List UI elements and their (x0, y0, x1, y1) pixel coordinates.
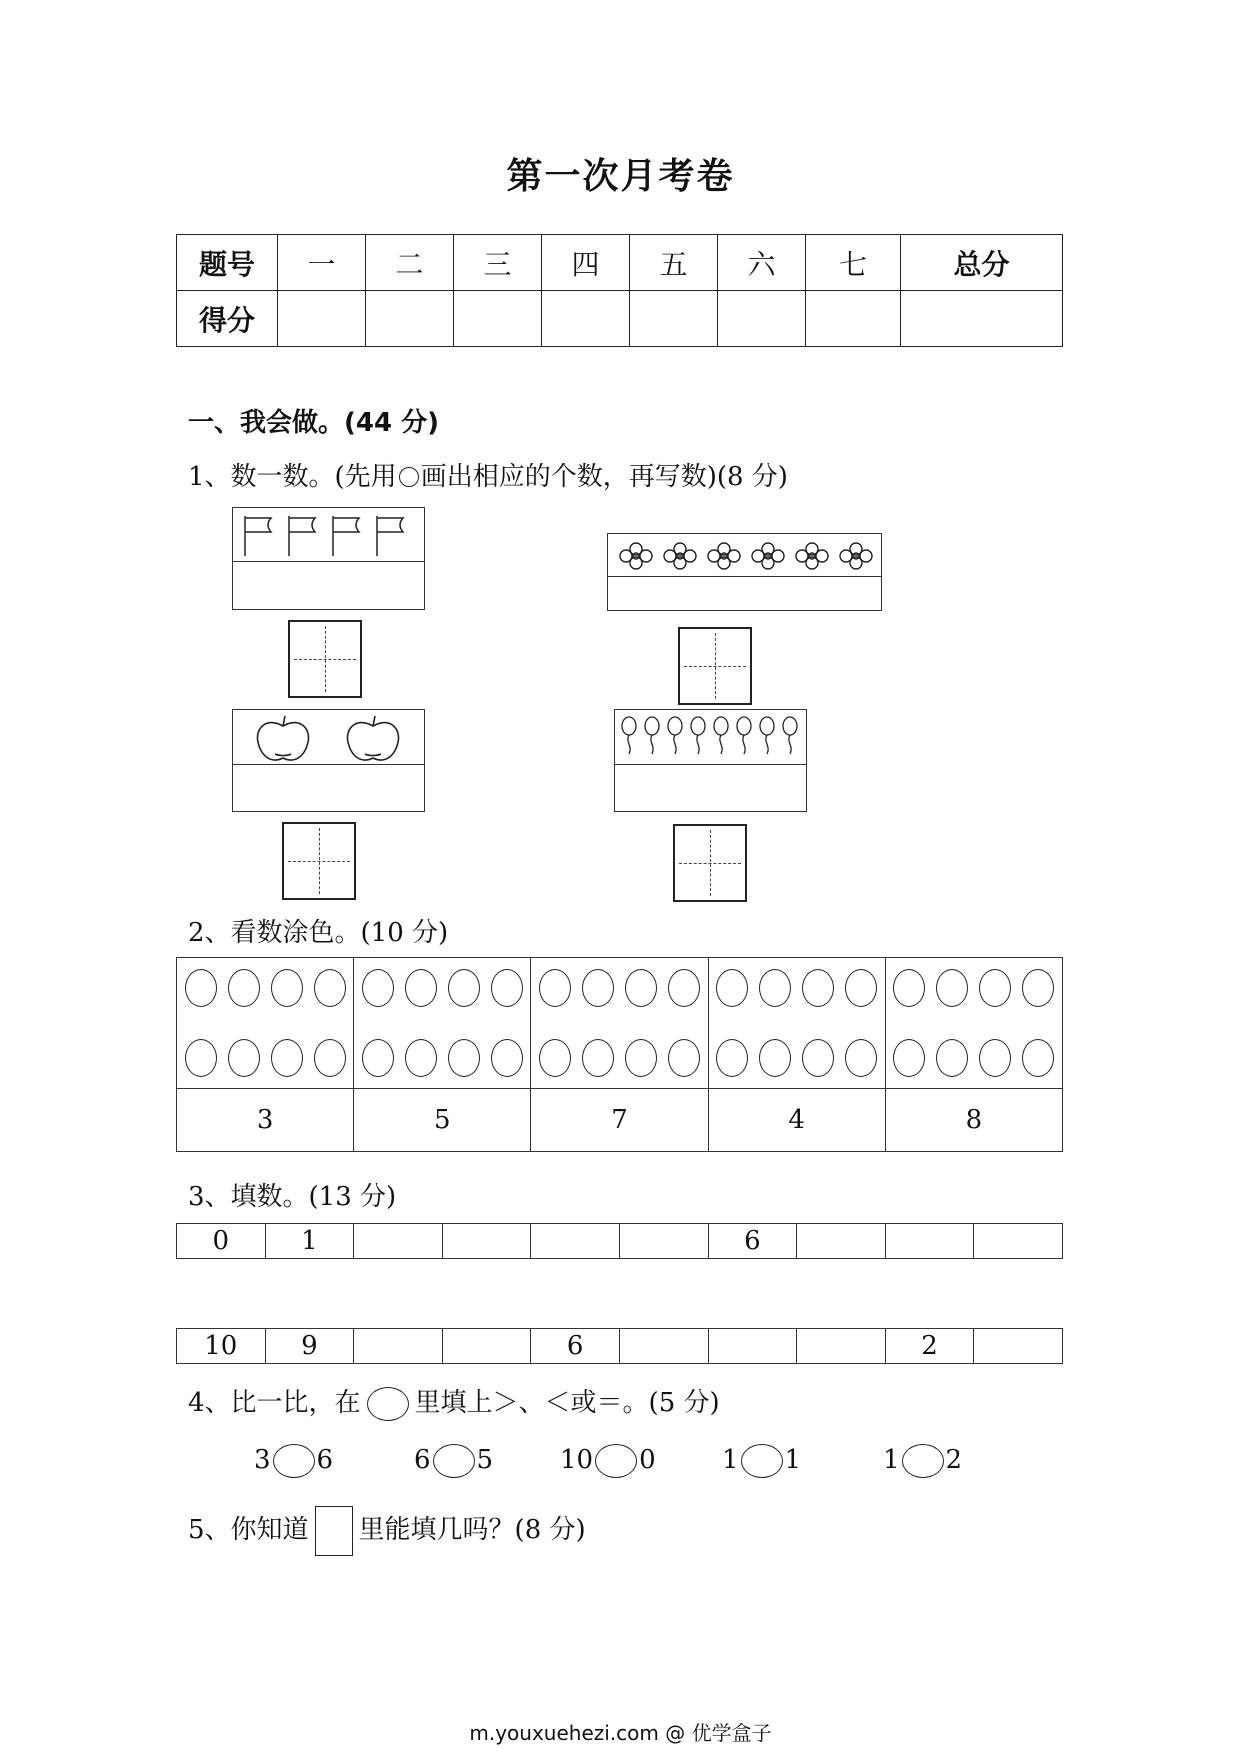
circle-shape[interactable] (405, 1039, 437, 1077)
score-cell[interactable] (278, 291, 366, 347)
section-heading: 一、我会做。(44 分) (188, 408, 439, 438)
circle-shape[interactable] (362, 1039, 394, 1077)
compare-right: 6 (316, 1445, 334, 1475)
flower-icons (614, 542, 876, 572)
circle-shape[interactable] (845, 969, 877, 1007)
page-title: 第一次月考卷 (506, 156, 735, 197)
question-1-title (188, 456, 788, 493)
balloon-icons (619, 716, 803, 762)
compare-item (722, 1444, 801, 1478)
compare-item (254, 1444, 333, 1478)
target-number: 4 (708, 1089, 885, 1152)
compare-right: 5 (476, 1445, 494, 1475)
sequence-cell[interactable] (797, 1329, 886, 1364)
compare-right: 2 (945, 1445, 963, 1475)
question-text: 画出相应的个数，再写数)(8 分) (420, 462, 788, 492)
circle-shape[interactable] (271, 969, 303, 1007)
sequence-cell[interactable] (619, 1224, 708, 1259)
circle-shape[interactable] (936, 969, 968, 1007)
question-text: 4、比一比，在 (188, 1388, 361, 1418)
circle-shape[interactable] (271, 1039, 303, 1077)
color-table (176, 957, 1063, 1152)
circle-shape[interactable] (1022, 1039, 1054, 1077)
circle-shape[interactable] (448, 1039, 480, 1077)
table-cell: 三 (454, 235, 542, 291)
circle-group (708, 958, 885, 1089)
circle-shape[interactable] (228, 1039, 260, 1077)
circle-shape[interactable] (625, 969, 657, 1007)
table-cell: 四 (542, 235, 630, 291)
score-table-header-row (177, 235, 1063, 291)
target-number: 3 (177, 1089, 354, 1152)
question-text: 里能填几吗？(8 分) (358, 1515, 586, 1545)
sequence-cell[interactable] (354, 1224, 443, 1259)
question-text: 里填上＞、＜或＝。(5 分) (414, 1388, 720, 1418)
target-number: 5 (354, 1089, 531, 1152)
table-cell: 得分 (177, 291, 278, 347)
sequence-cell[interactable] (885, 1224, 974, 1259)
sequence-cell[interactable] (531, 1224, 620, 1259)
sequence-cell[interactable] (974, 1224, 1063, 1259)
circle-shape[interactable] (802, 969, 834, 1007)
score-cell[interactable] (718, 291, 806, 347)
circle-shape[interactable] (362, 969, 394, 1007)
circle-shape[interactable] (448, 969, 480, 1007)
sequence-cell[interactable] (797, 1224, 886, 1259)
circle-group (531, 958, 708, 1089)
circle-shape[interactable] (539, 969, 571, 1007)
number-sequence-2 (176, 1328, 1063, 1364)
oval-icon (367, 1387, 409, 1421)
compare-answer-oval[interactable] (595, 1444, 637, 1478)
sequence-cell[interactable] (442, 1224, 531, 1259)
circle-shape[interactable] (759, 969, 791, 1007)
sequence-cell[interactable]: 2 (885, 1329, 974, 1364)
circle-shape[interactable] (314, 969, 346, 1007)
circle-shape[interactable] (582, 969, 614, 1007)
number-sequence-1 (176, 1223, 1063, 1259)
sequence-cell[interactable]: 9 (265, 1329, 354, 1364)
sequence-cell[interactable]: 6 (531, 1329, 620, 1364)
score-table-score-row (177, 291, 1063, 347)
circle-shape[interactable] (979, 1039, 1011, 1077)
answer-box[interactable] (673, 824, 747, 902)
circle-shape[interactable] (716, 1039, 748, 1077)
score-cell[interactable] (454, 291, 542, 347)
question-text: 1、数一数。(先用 (188, 462, 397, 492)
circle-shape[interactable] (405, 969, 437, 1007)
circle-shape[interactable] (625, 1039, 657, 1077)
compare-answer-oval[interactable] (273, 1444, 315, 1478)
sequence-cell[interactable] (354, 1329, 443, 1364)
score-cell[interactable] (806, 291, 901, 347)
count-box-flags (232, 507, 425, 610)
compare-answer-oval[interactable] (741, 1444, 783, 1478)
sequence-cell[interactable]: 1 (265, 1224, 354, 1259)
sequence-cell[interactable] (974, 1329, 1063, 1364)
circle-shape[interactable] (491, 969, 523, 1007)
table-cell: 七 (806, 235, 901, 291)
square-icon (315, 1506, 353, 1556)
compare-item (883, 1444, 962, 1478)
circle-shape[interactable] (1022, 969, 1054, 1007)
answer-box[interactable] (288, 620, 362, 698)
sequence-cell[interactable] (619, 1329, 708, 1364)
compare-item (560, 1444, 656, 1478)
circle-group (885, 958, 1062, 1089)
compare-right: 0 (639, 1445, 656, 1475)
question-4-title (188, 1382, 720, 1421)
compare-left: 1 (883, 1445, 900, 1475)
circle-shape[interactable] (668, 1039, 700, 1077)
circle-shape[interactable] (802, 1039, 834, 1077)
circle-shape[interactable] (539, 1039, 571, 1077)
table-cell: 六 (718, 235, 806, 291)
sequence-cell[interactable] (442, 1329, 531, 1364)
table-cell: 总分 (901, 235, 1063, 291)
circle-shape[interactable] (845, 1039, 877, 1077)
score-cell[interactable] (630, 291, 718, 347)
circle-icon (399, 467, 419, 487)
compare-answer-oval[interactable] (433, 1444, 475, 1478)
table-cell: 五 (630, 235, 718, 291)
target-number: 8 (885, 1089, 1062, 1152)
circle-shape[interactable] (185, 1039, 217, 1077)
score-cell[interactable] (542, 291, 630, 347)
sequence-cell[interactable]: 0 (177, 1224, 266, 1259)
score-cell[interactable] (901, 291, 1063, 347)
table-cell: 一 (278, 235, 366, 291)
sequence-cell[interactable]: 10 (177, 1329, 266, 1364)
target-number: 7 (531, 1089, 708, 1152)
table-cell: 题号 (177, 235, 278, 291)
circle-shape[interactable] (228, 969, 260, 1007)
score-cell[interactable] (366, 291, 454, 347)
compare-item (414, 1444, 493, 1478)
circle-shape[interactable] (759, 1039, 791, 1077)
answer-box[interactable] (282, 822, 356, 900)
flag-icons (241, 514, 416, 559)
circle-shape[interactable] (491, 1039, 523, 1077)
compare-left: 1 (722, 1445, 739, 1475)
circle-shape[interactable] (668, 969, 700, 1007)
question-text: 5、你知道 (188, 1515, 309, 1545)
circle-shape[interactable] (936, 1039, 968, 1077)
table-cell: 二 (366, 235, 454, 291)
circle-shape[interactable] (314, 1039, 346, 1077)
question-2-title: 2、看数涂色。(10 分) (188, 918, 449, 948)
score-table (176, 234, 1063, 347)
sequence-cell[interactable]: 6 (708, 1224, 797, 1259)
answer-box[interactable] (678, 627, 752, 705)
compare-left: 6 (414, 1445, 431, 1475)
question-5-title (188, 1506, 586, 1556)
circle-shape[interactable] (979, 969, 1011, 1007)
circle-shape[interactable] (893, 1039, 925, 1077)
question-3-title: 3、填数。(13 分) (188, 1182, 397, 1212)
circle-shape[interactable] (893, 969, 925, 1007)
compare-answer-oval[interactable] (902, 1444, 944, 1478)
compare-right: 1 (784, 1445, 802, 1475)
count-box-balloons (614, 709, 807, 812)
count-box-flowers (607, 533, 882, 611)
circle-shape[interactable] (185, 969, 217, 1007)
sequence-cell[interactable] (708, 1329, 797, 1364)
circle-group (354, 958, 531, 1089)
count-box-apples (232, 709, 425, 812)
apple-icons (251, 712, 411, 764)
compare-left: 3 (254, 1445, 271, 1475)
circle-shape[interactable] (582, 1039, 614, 1077)
circle-shape[interactable] (716, 969, 748, 1007)
footer-watermark: m.youxuehezi.com @ 优学盒子 (469, 1721, 772, 1745)
circle-group (177, 958, 354, 1089)
compare-left: 10 (560, 1445, 594, 1475)
